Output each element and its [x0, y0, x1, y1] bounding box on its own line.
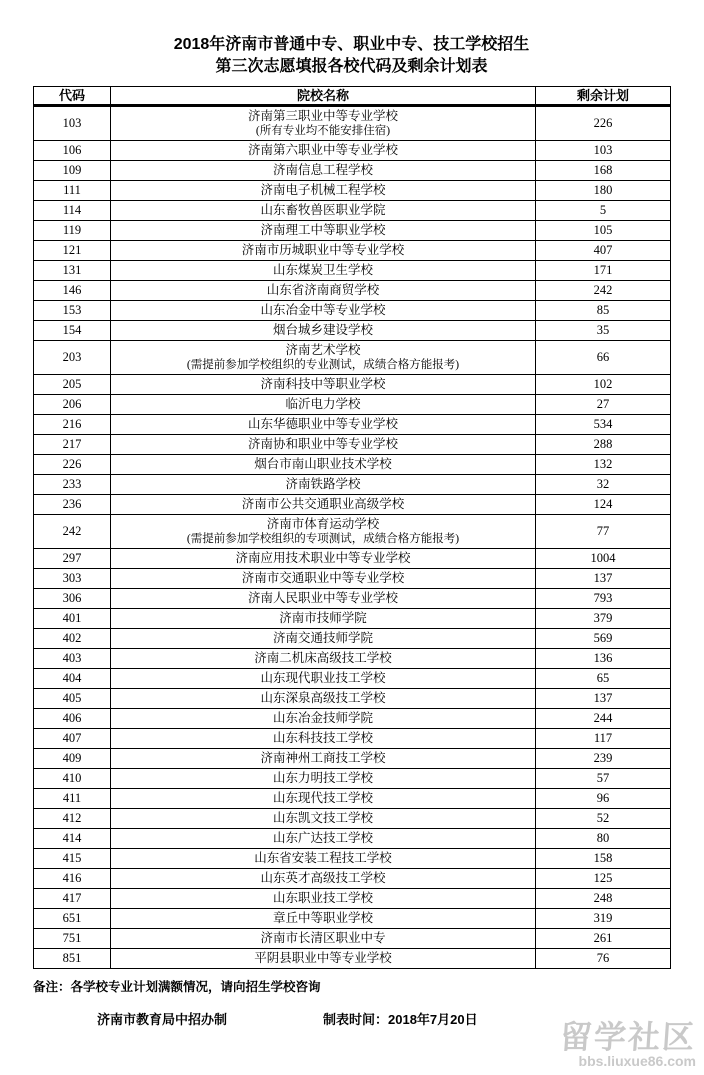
remaining-cell: 76: [536, 949, 671, 969]
table-row: [34, 261, 671, 281]
table-row: [34, 475, 671, 495]
remaining-cell: 124: [536, 495, 671, 515]
school-name-cell: [111, 909, 536, 929]
remaining-cell: 248: [536, 889, 671, 909]
code-cell: 306: [34, 589, 111, 609]
school-name: 济南市技师学院: [279, 611, 367, 626]
table-row: [34, 869, 671, 889]
code-cell: 411: [34, 789, 111, 809]
header-code: 代码: [34, 87, 111, 106]
school-name-cell: [111, 749, 536, 769]
table-row: [34, 435, 671, 455]
remaining-cell: 137: [536, 569, 671, 589]
document-title: [33, 34, 670, 77]
code-cell: 404: [34, 669, 111, 689]
table-row: [34, 281, 671, 301]
remaining-cell: 226: [536, 106, 671, 141]
table-row: [34, 929, 671, 949]
remaining-cell: 80: [536, 829, 671, 849]
school-name: 山东英才高级技工学校: [260, 871, 386, 886]
code-cell: 153: [34, 301, 111, 321]
remaining-cell: 117: [536, 729, 671, 749]
school-name: 山东华德职业中等专业学校: [247, 417, 398, 432]
school-name-cell: [111, 321, 536, 341]
school-name: 烟台城乡建设学校: [272, 323, 373, 338]
code-cell: 242: [34, 515, 111, 549]
school-name-cell: [111, 589, 536, 609]
school-name-cell: [111, 141, 536, 161]
remaining-cell: 168: [536, 161, 671, 181]
school-name-cell: [111, 375, 536, 395]
school-name-cell: [111, 161, 536, 181]
school-name: 山东冶金中等专业学校: [260, 303, 386, 318]
school-name: 济南科技中等职业学校: [260, 377, 386, 392]
school-name: 山东省济南商贸学校: [266, 283, 380, 298]
code-cell: 405: [34, 689, 111, 709]
school-name-cell: [111, 455, 536, 475]
code-cell: 402: [34, 629, 111, 649]
remaining-cell: 132: [536, 455, 671, 475]
remaining-cell: 35: [536, 321, 671, 341]
code-cell: 651: [34, 909, 111, 929]
code-cell: 236: [34, 495, 111, 515]
school-name-cell: [111, 869, 536, 889]
school-note: (需提前参加学校组织的专业测试，成绩合格方能报考): [186, 359, 460, 372]
remaining-cell: 379: [536, 609, 671, 629]
code-cell: 111: [34, 181, 111, 201]
table-row: [34, 241, 671, 261]
school-name: 山东现代职业技工学校: [260, 671, 386, 686]
remaining-cell: 569: [536, 629, 671, 649]
table-row: [34, 949, 671, 969]
table-row: [34, 789, 671, 809]
school-name-cell: [111, 549, 536, 569]
table-row: [34, 106, 671, 141]
code-cell: 216: [34, 415, 111, 435]
school-name: 济南信息工程学校: [272, 163, 373, 178]
school-name: 烟台市南山职业技术学校: [254, 457, 392, 472]
remaining-cell: 136: [536, 649, 671, 669]
code-cell: 217: [34, 435, 111, 455]
school-name: 山东科技技工学校: [272, 731, 373, 746]
school-name: 山东凯文技工学校: [272, 811, 373, 826]
school-name-cell: [111, 889, 536, 909]
school-name-cell: [111, 221, 536, 241]
remaining-cell: 5: [536, 201, 671, 221]
code-cell: 203: [34, 341, 111, 375]
code-cell: 412: [34, 809, 111, 829]
school-name: 济南神州工商技工学校: [260, 751, 386, 766]
table-row: [34, 569, 671, 589]
code-cell: 417: [34, 889, 111, 909]
remaining-cell: 85: [536, 301, 671, 321]
watermark-title: 留学社区: [558, 1018, 698, 1055]
school-name-cell: [111, 261, 536, 281]
remaining-cell: 261: [536, 929, 671, 949]
table-row: [34, 549, 671, 569]
school-name: 山东省安装工程技工学校: [254, 851, 392, 866]
school-name-cell: [111, 415, 536, 435]
table-row: [34, 769, 671, 789]
school-name-cell: [111, 201, 536, 221]
school-name-cell: [111, 301, 536, 321]
remaining-cell: 32: [536, 475, 671, 495]
table-row: [34, 375, 671, 395]
table-row: [34, 301, 671, 321]
school-name: 济南协和职业中等专业学校: [247, 437, 398, 452]
code-cell: 297: [34, 549, 111, 569]
code-cell: 416: [34, 869, 111, 889]
school-name: 济南铁路学校: [285, 477, 361, 492]
school-name-cell: [111, 609, 536, 629]
school-name: 山东深泉高级技工学校: [260, 691, 386, 706]
table-row: [34, 749, 671, 769]
school-name-cell: [111, 649, 536, 669]
code-cell: 109: [34, 161, 111, 181]
school-name: 山东冶金技师学院: [272, 711, 373, 726]
code-cell: 106: [34, 141, 111, 161]
code-cell: 407: [34, 729, 111, 749]
header-row: [34, 87, 671, 106]
school-name-cell: [111, 281, 536, 301]
remaining-cell: 52: [536, 809, 671, 829]
table-row: [34, 395, 671, 415]
remaining-cell: 96: [536, 789, 671, 809]
school-name-cell: [111, 106, 536, 141]
code-cell: 410: [34, 769, 111, 789]
code-cell: 406: [34, 709, 111, 729]
code-cell: 403: [34, 649, 111, 669]
remaining-cell: 77: [536, 515, 671, 549]
code-cell: 119: [34, 221, 111, 241]
remaining-cell: 27: [536, 395, 671, 415]
school-name-cell: [111, 949, 536, 969]
table-row: [34, 829, 671, 849]
remaining-cell: 244: [536, 709, 671, 729]
school-note: (所有专业均不能安排住宿): [255, 125, 391, 138]
school-name-cell: [111, 241, 536, 261]
table-row: [34, 141, 671, 161]
school-name-cell: [111, 181, 536, 201]
table-row: [34, 589, 671, 609]
school-name-cell: [111, 729, 536, 749]
code-cell: 206: [34, 395, 111, 415]
table-row: [34, 515, 671, 549]
school-name: 平阴县职业中等专业学校: [254, 951, 392, 966]
school-name-cell: [111, 341, 536, 375]
code-cell: 103: [34, 106, 111, 141]
footer-producer: 济南市教育局中招办制: [97, 1012, 228, 1028]
code-cell: 233: [34, 475, 111, 495]
code-cell: 415: [34, 849, 111, 869]
school-name: 山东煤炭卫生学校: [272, 263, 373, 278]
table-row: [34, 161, 671, 181]
school-name-cell: [111, 629, 536, 649]
table-row: [34, 669, 671, 689]
code-cell: 851: [34, 949, 111, 969]
school-name-cell: [111, 769, 536, 789]
school-plan-table: [33, 86, 671, 969]
title-line-2: 第三次志愿填报各校代码及剩余计划表: [215, 57, 488, 75]
table-row: [34, 415, 671, 435]
school-name-cell: [111, 515, 536, 549]
table-header: [34, 87, 671, 106]
school-name-cell: [111, 435, 536, 455]
school-name: 山东现代技工学校: [272, 791, 373, 806]
code-cell: 205: [34, 375, 111, 395]
school-name: 山东广达技工学校: [272, 831, 373, 846]
school-name-cell: [111, 689, 536, 709]
table-row: [34, 849, 671, 869]
remaining-cell: 66: [536, 341, 671, 375]
table-row: [34, 889, 671, 909]
code-cell: 131: [34, 261, 111, 281]
code-cell: 154: [34, 321, 111, 341]
school-name-cell: [111, 709, 536, 729]
school-name-cell: [111, 789, 536, 809]
school-name: 济南电子机械工程学校: [260, 183, 386, 198]
school-name: 济南第三职业中等专业学校: [247, 109, 398, 124]
remaining-cell: 407: [536, 241, 671, 261]
code-cell: 226: [34, 455, 111, 475]
table-row: [34, 455, 671, 475]
school-name-cell: [111, 475, 536, 495]
code-cell: 409: [34, 749, 111, 769]
school-name: 章丘中等职业学校: [272, 911, 373, 926]
school-name: 济南艺术学校: [285, 343, 361, 358]
remaining-cell: 103: [536, 141, 671, 161]
school-name: 济南人民职业中等专业学校: [247, 591, 398, 606]
remaining-cell: 57: [536, 769, 671, 789]
footer-note: 备注：各学校专业计划满额情况，请向招生学校咨询: [33, 980, 321, 995]
remaining-cell: 793: [536, 589, 671, 609]
remaining-cell: 102: [536, 375, 671, 395]
table-row: [34, 321, 671, 341]
school-note: (需提前参加学校组织的专项测试，成绩合格方能报考): [186, 533, 460, 546]
remaining-cell: 105: [536, 221, 671, 241]
table-row: [34, 181, 671, 201]
school-name-cell: [111, 495, 536, 515]
remaining-cell: 158: [536, 849, 671, 869]
remaining-cell: 534: [536, 415, 671, 435]
school-name: 济南交通技师学院: [272, 631, 373, 646]
remaining-cell: 288: [536, 435, 671, 455]
school-name: 济南市体育运动学校: [266, 517, 380, 532]
school-name: 济南市公共交通职业高级学校: [241, 497, 405, 512]
remaining-cell: 319: [536, 909, 671, 929]
table-body: [34, 106, 671, 969]
school-name-cell: [111, 929, 536, 949]
remaining-cell: 1004: [536, 549, 671, 569]
remaining-cell: 137: [536, 689, 671, 709]
remaining-cell: 239: [536, 749, 671, 769]
code-cell: 303: [34, 569, 111, 589]
header-remaining: 剩余计划: [536, 87, 671, 106]
school-name-cell: [111, 829, 536, 849]
code-cell: 401: [34, 609, 111, 629]
school-name: 山东力明技工学校: [272, 771, 373, 786]
table-row: [34, 909, 671, 929]
table-row: [34, 629, 671, 649]
school-name: 济南应用技术职业中等专业学校: [235, 551, 411, 566]
table-row: [34, 609, 671, 629]
school-name: 济南市历城职业中等专业学校: [241, 243, 405, 258]
code-cell: 146: [34, 281, 111, 301]
school-name: 济南理工中等职业学校: [260, 223, 386, 238]
school-name: 济南市长清区职业中专: [260, 931, 386, 946]
remaining-cell: 65: [536, 669, 671, 689]
school-name-cell: [111, 395, 536, 415]
watermark-url: bbs.liuxue86.com: [578, 1053, 696, 1070]
footer-date: 制表时间：2018年7月20日: [323, 1012, 478, 1028]
school-name: 济南第六职业中等专业学校: [247, 143, 398, 158]
code-cell: 751: [34, 929, 111, 949]
table-row: [34, 201, 671, 221]
table-row: [34, 709, 671, 729]
remaining-cell: 125: [536, 869, 671, 889]
school-name-cell: [111, 569, 536, 589]
school-name: 济南市交通职业中等专业学校: [241, 571, 405, 586]
school-name-cell: [111, 669, 536, 689]
school-name-cell: [111, 809, 536, 829]
remaining-cell: 180: [536, 181, 671, 201]
school-name: 山东畜牧兽医职业学院: [260, 203, 386, 218]
code-cell: 414: [34, 829, 111, 849]
table-row: [34, 341, 671, 375]
table-row: [34, 729, 671, 749]
school-name: 山东职业技工学校: [272, 891, 373, 906]
table-row: [34, 221, 671, 241]
watermark: [558, 1018, 698, 1070]
code-cell: 114: [34, 201, 111, 221]
table-row: [34, 809, 671, 829]
table-row: [34, 689, 671, 709]
title-line-1: 2018年济南市普通中专、职业中专、技工学校招生: [173, 36, 530, 53]
header-school-name: 院校名称: [111, 87, 536, 106]
school-name-cell: [111, 849, 536, 869]
remaining-cell: 171: [536, 261, 671, 281]
table-row: [34, 649, 671, 669]
school-name: 临沂电力学校: [285, 397, 361, 412]
code-cell: 121: [34, 241, 111, 261]
remaining-cell: 242: [536, 281, 671, 301]
school-name: 济南二机床高级技工学校: [254, 651, 392, 666]
table-row: [34, 495, 671, 515]
